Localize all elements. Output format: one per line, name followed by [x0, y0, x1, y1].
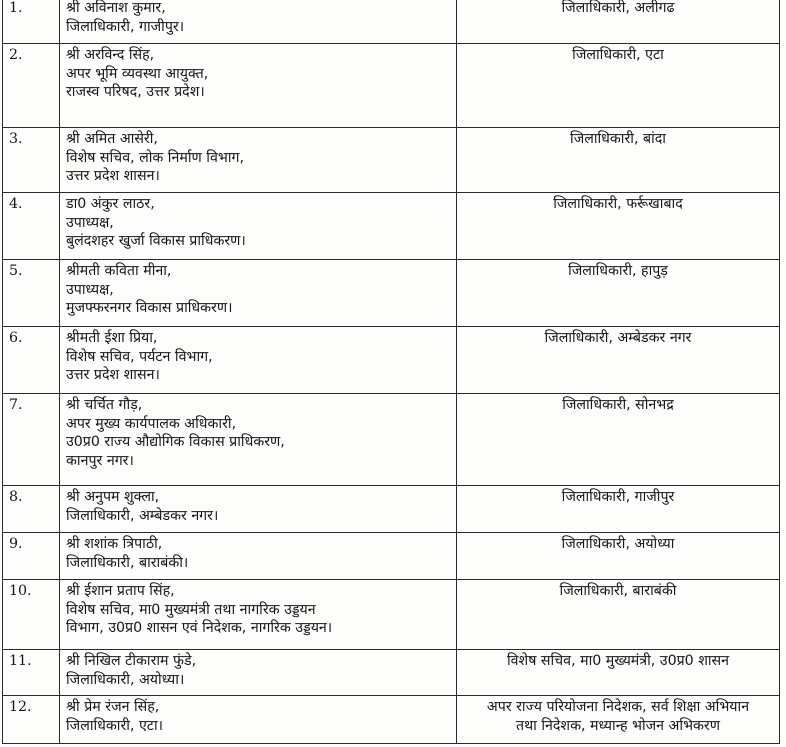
officer-detail-line: जिलाधिकारी, अम्बेडकर नगर।	[66, 507, 219, 524]
officer-details	[60, 260, 457, 327]
new-posting-line: जिलाधिकारी, गाजीपुर	[561, 489, 675, 505]
officer-detail-line: मुजफ्फरनगर विकास प्राधिकरण।	[66, 300, 233, 317]
officer-detail-line: जिलाधिकारी, गाजीपुर।	[66, 18, 185, 35]
table-row	[3, 0, 780, 44]
table-row	[3, 260, 780, 327]
serial-number: 7.	[3, 394, 60, 486]
officer-detail-line: श्री निखिल टीकाराम फुंडे,	[66, 653, 197, 669]
officer-detail-line: जिलाधिकारी, बाराबंकी।	[66, 554, 189, 571]
new-posting	[457, 394, 780, 486]
serial-number: 1.	[3, 0, 60, 44]
officer-details	[60, 650, 457, 696]
officer-detail-line: राजस्व परिषद, उत्तर प्रदेश।	[66, 84, 205, 101]
officer-detail-line: विशेष सचिव, लोक निर्माण विभाग,	[66, 149, 244, 166]
officer-detail-line: उपाध्यक्ष,	[66, 214, 114, 231]
serial-number: 3.	[3, 128, 60, 193]
table-row	[3, 327, 780, 394]
table-row	[3, 193, 780, 260]
table-row	[3, 128, 780, 193]
officer-detail-line: श्रीमती कविता मीना,	[66, 263, 172, 279]
table-body	[3, 0, 780, 744]
officer-details	[60, 193, 457, 260]
officer-detail-line: डा0 अंकुर लाठर,	[66, 196, 155, 212]
new-posting	[457, 193, 780, 260]
officer-details	[60, 394, 457, 486]
officer-detail-line: श्री अमित आसेरी,	[66, 131, 158, 147]
officer-details	[60, 580, 457, 650]
new-posting-line: जिलाधिकारी, अयोध्या	[561, 536, 675, 552]
serial-number: 8.	[3, 486, 60, 533]
new-posting	[457, 0, 780, 44]
new-posting	[457, 327, 780, 394]
new-posting	[457, 650, 780, 696]
new-posting-line: जिलाधिकारी, बाराबंकी	[559, 583, 677, 599]
officer-detail-line: श्री शशांक त्रिपाठी,	[66, 536, 163, 552]
table-row	[3, 650, 780, 696]
officer-detail-line: श्रीमती ईशा प्रिया,	[66, 330, 158, 346]
new-posting	[457, 128, 780, 193]
new-posting	[457, 580, 780, 650]
officer-detail-line: श्री प्रेम रंजन सिंह,	[66, 699, 160, 715]
new-posting-line: तथा निदेशक, मध्यान्ह भोजन अभिकरण	[516, 717, 720, 734]
officer-details	[60, 696, 457, 744]
officer-detail-line: जिलाधिकारी, अयोध्या।	[66, 671, 185, 688]
new-posting	[457, 260, 780, 327]
table-row	[3, 486, 780, 533]
new-posting	[457, 696, 780, 744]
officer-details	[60, 128, 457, 193]
officer-detail-line: उत्तर प्रदेश शासन।	[66, 367, 160, 384]
officer-detail-line: बुलंदशहर खुर्जा विकास प्राधिकरण।	[66, 233, 246, 250]
officer-details	[60, 486, 457, 533]
officer-detail-line: श्री ईशान प्रताप सिंह,	[66, 583, 175, 599]
officer-detail-line: श्री अरविन्द सिंह,	[66, 47, 155, 63]
officer-transfer-table	[2, 0, 780, 744]
serial-number: 4.	[3, 193, 60, 260]
officer-detail-line: अपर भूमि व्यवस्था आयुक्त,	[66, 65, 209, 82]
new-posting	[457, 486, 780, 533]
officer-detail-line: विशेष सचिव, पर्यटन विभाग,	[66, 348, 213, 365]
new-posting-line: अपर राज्य परियोजना निदेशक, सर्व शिक्षा अभियान	[486, 699, 750, 715]
serial-number: 9.	[3, 533, 60, 580]
table-row	[3, 533, 780, 580]
table-row	[3, 696, 780, 744]
table-row	[3, 580, 780, 650]
officer-detail-line: विभाग, उ0प्र0 शासन एवं निदेशक, नागरिक उड्डयन।	[66, 620, 333, 637]
new-posting-line: जिलाधिकारी, बांदा	[570, 131, 666, 147]
officer-detail-line: उपाध्यक्ष,	[66, 281, 114, 298]
serial-number: 10.	[3, 580, 60, 650]
officer-details	[60, 44, 457, 128]
officer-details	[60, 533, 457, 580]
new-posting	[457, 44, 780, 128]
new-posting-line: जिलाधिकारी, अलीगढ	[561, 0, 675, 16]
officer-detail-line: श्री चर्चित गौड़,	[66, 397, 143, 413]
serial-number: 11.	[3, 650, 60, 696]
serial-number: 2.	[3, 44, 60, 128]
officer-detail-line: उ0प्र0 राज्य औद्योगिक विकास प्राधिकरण,	[66, 434, 285, 451]
table-row	[3, 394, 780, 486]
officer-details	[60, 327, 457, 394]
new-posting-line: जिलाधिकारी, हापुड़	[568, 263, 668, 279]
officer-detail-line: विशेष सचिव, मा0 मुख्यमंत्री तथा नागरिक उड्डयन	[66, 601, 316, 618]
new-posting-line: विशेष सचिव, मा0 मुख्यमंत्री, उ0प्र0 शासन	[506, 653, 730, 669]
new-posting-line: जिलाधिकारी, फर्रूखाबाद	[553, 196, 683, 212]
officer-detail-line: श्री अनुपम शुक्ला,	[66, 489, 160, 505]
new-posting-line: जिलाधिकारी, सोनभद्र	[562, 397, 674, 413]
officer-details	[60, 0, 457, 44]
serial-number: 12.	[3, 696, 60, 744]
serial-number: 6.	[3, 327, 60, 394]
new-posting	[457, 533, 780, 580]
table-row	[3, 44, 780, 128]
officer-detail-line: जिलाधिकारी, एटा।	[66, 717, 164, 734]
officer-detail-line: उत्तर प्रदेश शासन।	[66, 168, 160, 185]
new-posting-line: जिलाधिकारी, अम्बेडकर नगर	[544, 330, 692, 346]
officer-detail-line: कानपुर नगर।	[66, 452, 134, 469]
serial-number: 5.	[3, 260, 60, 327]
new-posting-line: जिलाधिकारी, एटा	[572, 47, 664, 63]
officer-detail-line: श्री अविनाश कुमार,	[66, 0, 166, 16]
officer-detail-line: अपर मुख्य कार्यपालक अधिकारी,	[66, 415, 237, 432]
